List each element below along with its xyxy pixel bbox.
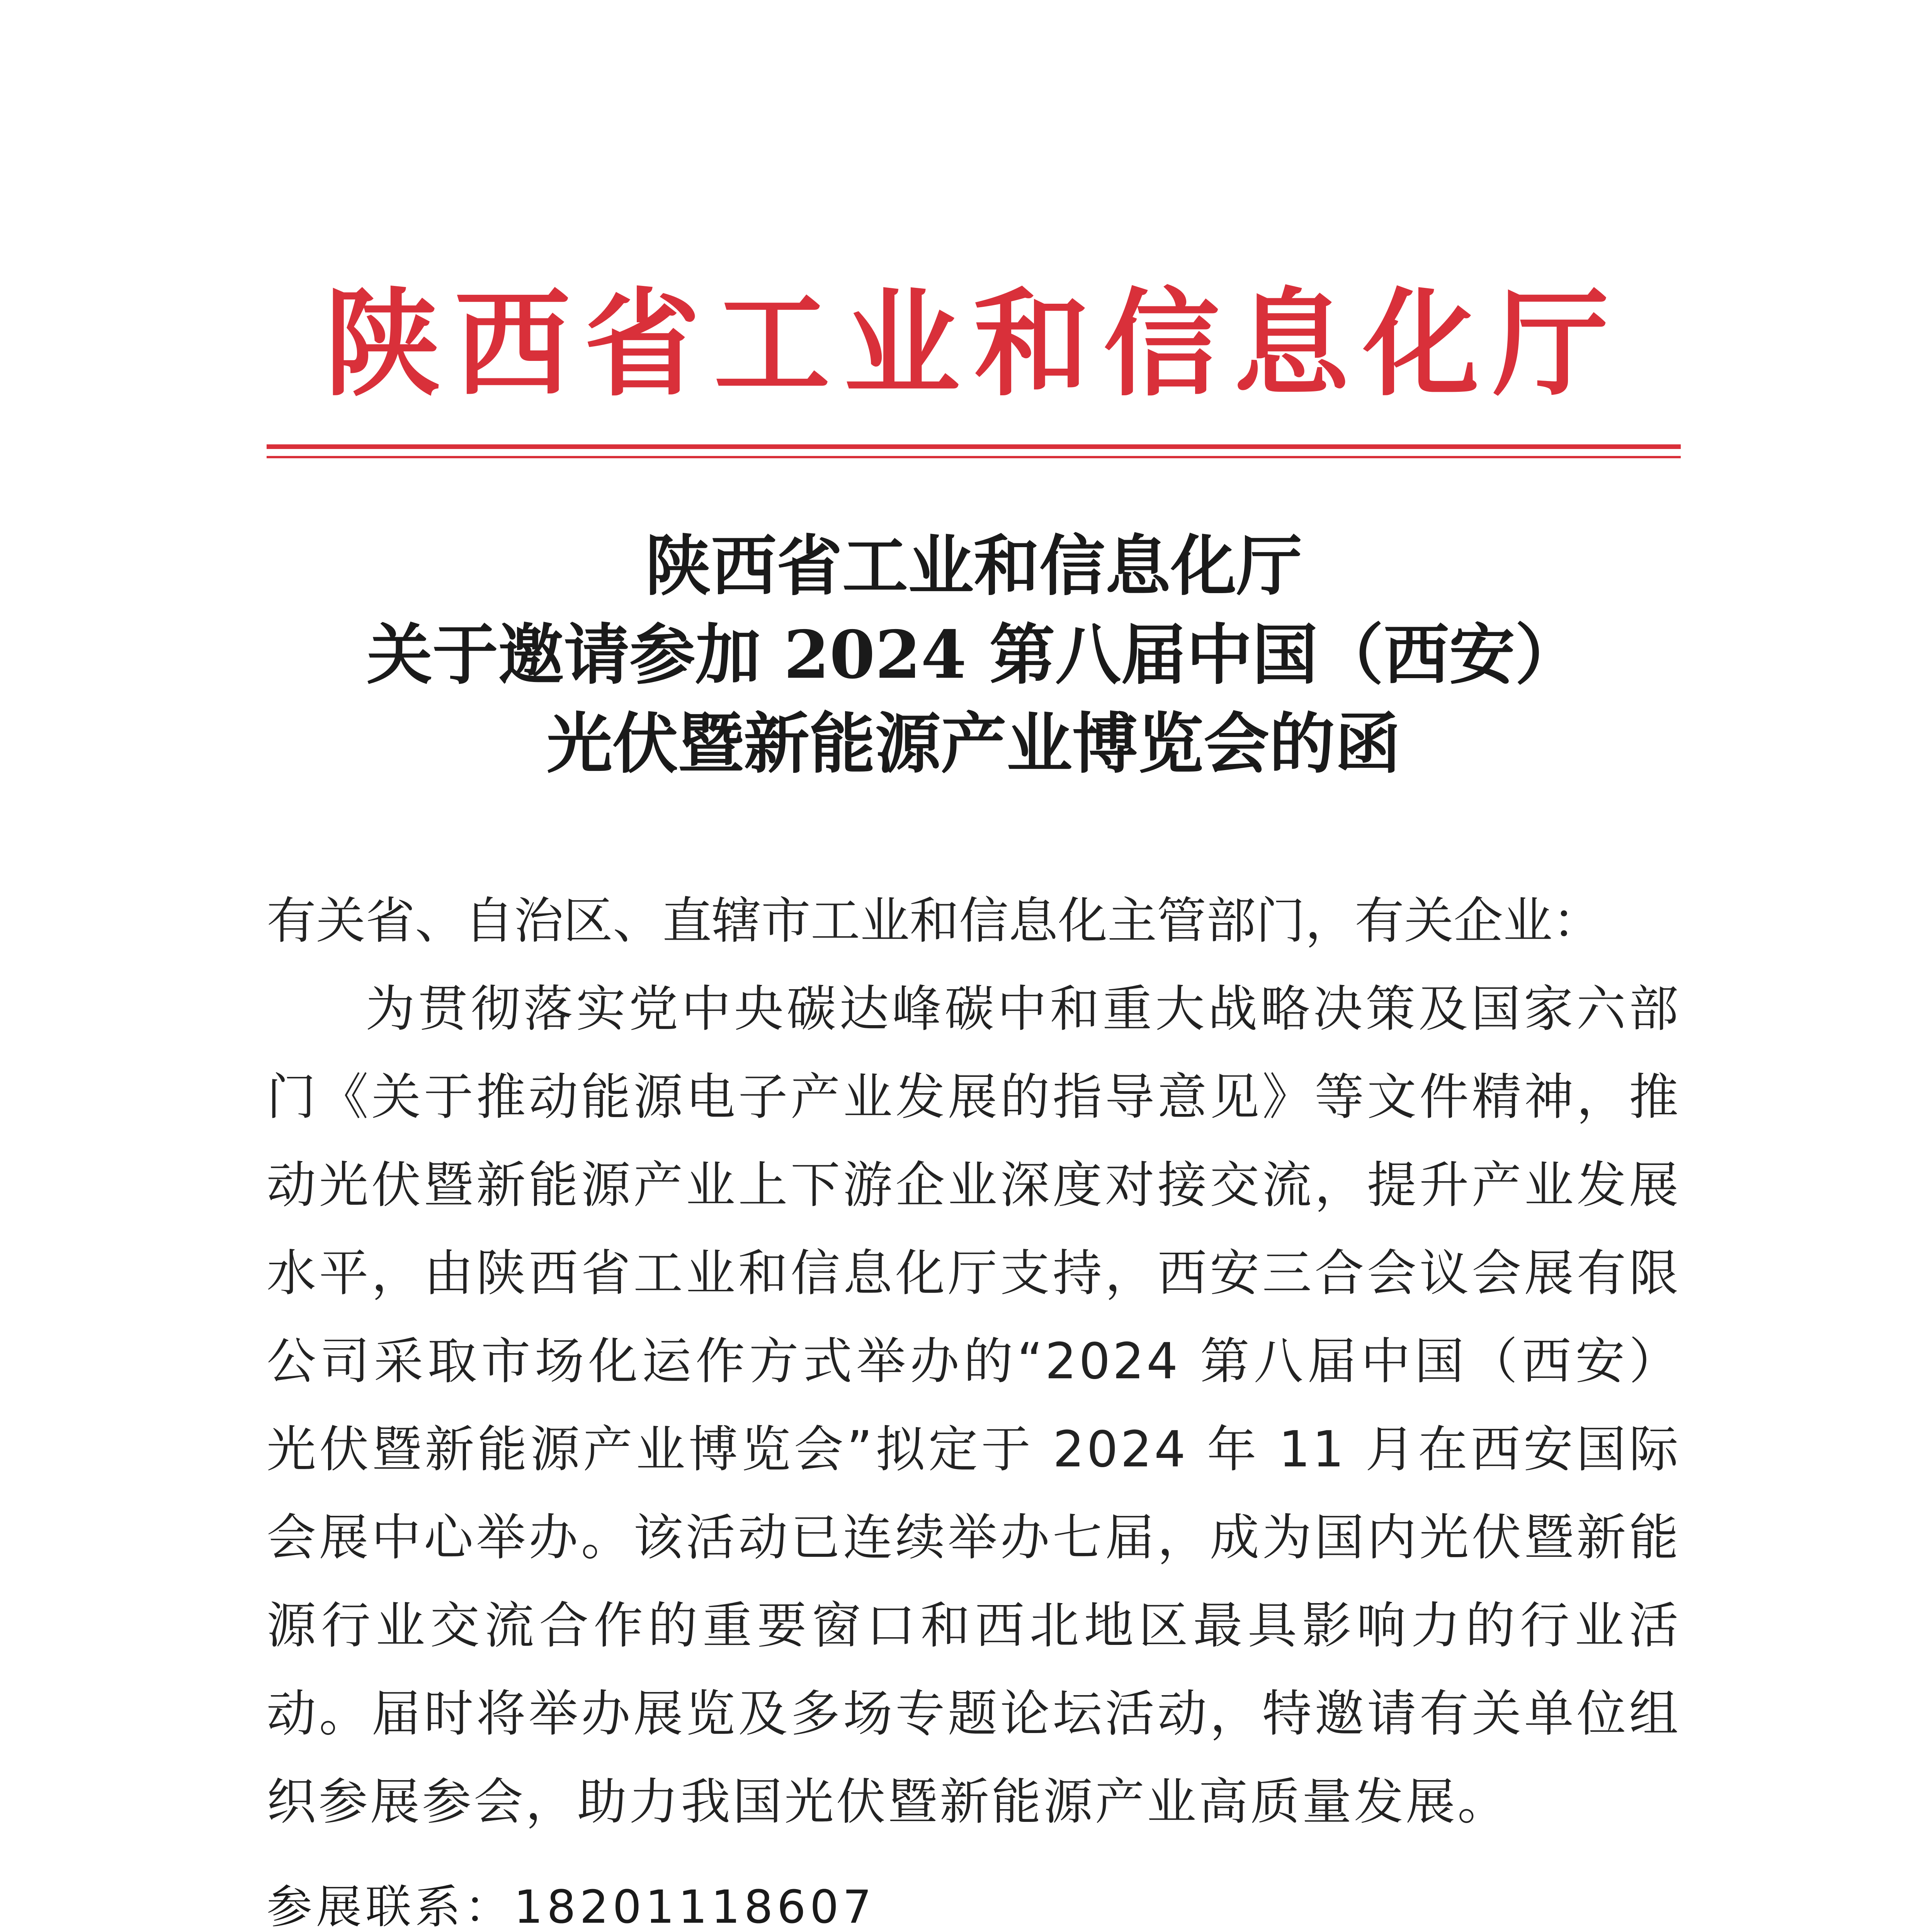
contact-phone: 18201118607 bbox=[514, 1880, 876, 1932]
letterhead-rule-thick bbox=[267, 444, 1681, 449]
contact-line bbox=[267, 1876, 876, 1932]
title-line-3: 光伏暨新能源产业博览会的函 bbox=[546, 705, 1401, 782]
title-line-2: 关于邀请参加 2024 第八届中国（西安） bbox=[367, 616, 1581, 694]
main-paragraph: 为贯彻落实党中央碳达峰碳中和重大战略决策及国家六部门《关于推动能源电子产业发展的指导意见》等文件精神，推动光伏暨新能源产业上下游企业深度对接交流，提升产业发展水平，由陕西省工业和信息化厅支持，西安三合会议会展有限公司采取市场化运作方式举办的“2024 第八届中国（西安）光伏暨新能源产业博览会”拟定于 2024 年 11 月在西安国际会展中心举办。该活动已连续举办七届，成为国内光伏暨新能源行业交流合作的重要窗口和西北地区最具影响力的行业活动。届时将举办展览及多场专题论坛活动，特邀请有关单位组织参展参会，助力我国光伏暨新能源产业高质量发展。 bbox=[267, 980, 1681, 1831]
document-title bbox=[267, 522, 1681, 788]
letterhead-title: 陕西省工业和信息化厅 bbox=[325, 276, 1623, 412]
contact-label: 参展联系： bbox=[267, 1880, 514, 1932]
letter-body bbox=[267, 877, 1681, 1846]
title-line-1: 陕西省工业和信息化厅 bbox=[645, 527, 1302, 605]
salutation: 有关省、自治区、直辖市工业和信息化主管部门，有关企业： bbox=[267, 892, 1602, 950]
letterhead-rule-thin bbox=[267, 456, 1681, 458]
